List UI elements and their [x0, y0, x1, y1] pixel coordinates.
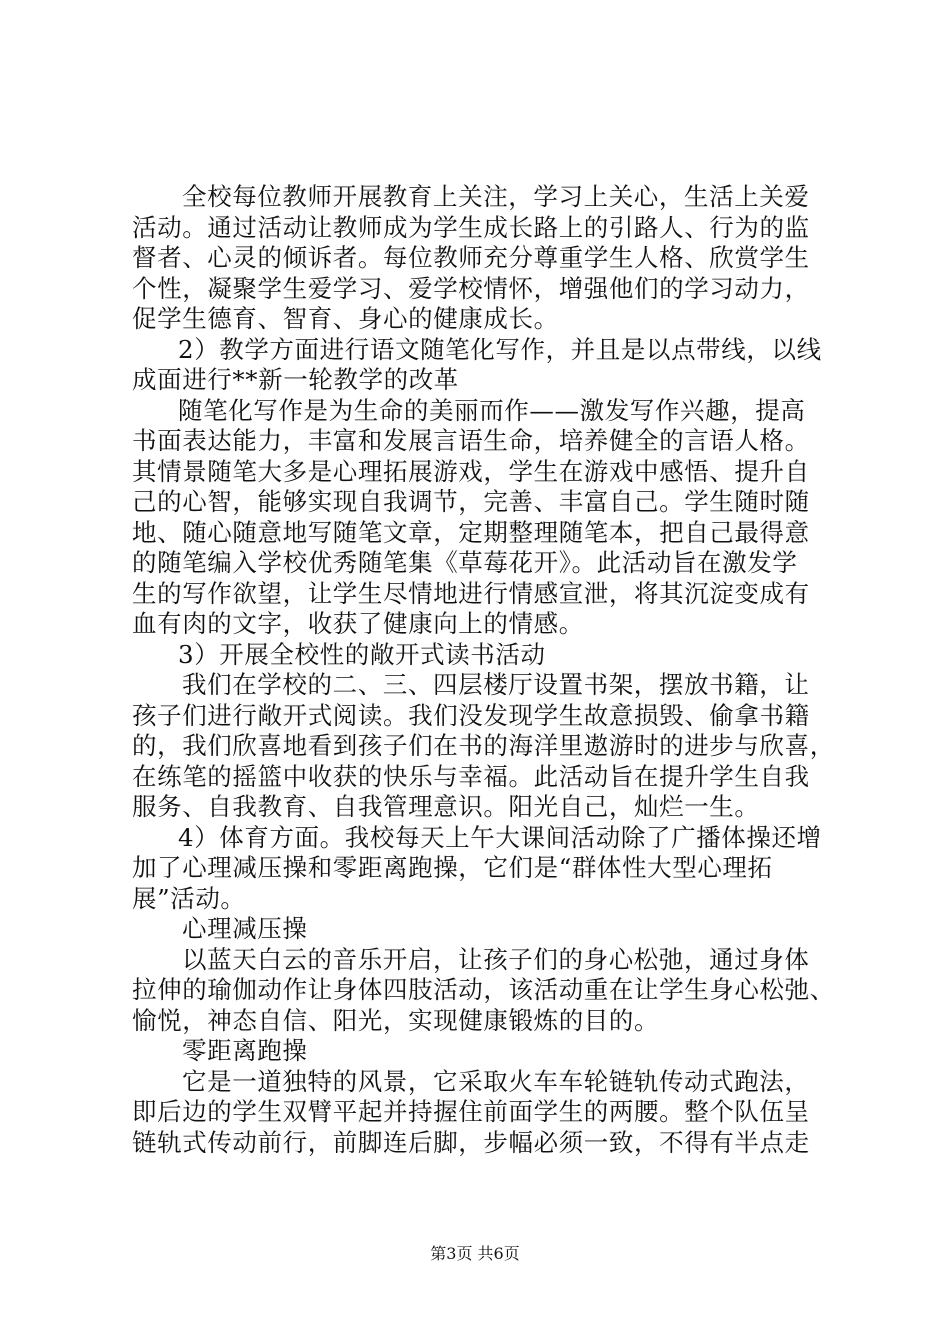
- text-line: 服务、自我教育、自我管理意识。阳光自己，灿烂一生。: [132, 792, 760, 821]
- text-line: 我们在学校的二、三、四层楼厅设置书架，摆放书籍，让: [182, 670, 810, 699]
- text-line: 随笔化写作是为生命的美丽而作——激发写作兴趣，提高: [178, 395, 806, 425]
- text-line: 它是一道独特的风景，它采取火车车轮链轨传动式跑法，: [182, 1066, 810, 1096]
- text-line: 链轨式传动前行，前脚连后脚，步幅必须一致，不得有半点走: [132, 1127, 810, 1157]
- text-line: 全校每位教师开展教育上关注，学习上关心，生活上关爱: [182, 182, 810, 211]
- text-line: 己的心智，能够实现自我调节，完善、丰富自己。学生随时随: [132, 487, 810, 516]
- text-line: 愉悦，神态自信、阳光，实现健康锻炼的目的。: [132, 1005, 660, 1035]
- text-line: 督者、心灵的倾诉者。每位教师充分尊重学生人格、欣赏学生: [132, 243, 810, 272]
- text-line: 零距离跑操: [182, 1036, 308, 1065]
- text-line: 拉伸的瑜伽动作让身体四肢活动，该活动重在让学生身心松弛、: [132, 975, 835, 1004]
- text-line: 生的写作欲望，让学生尽情地进行情感宣泄，将其沉淀变成有: [132, 578, 810, 608]
- text-line: 在练笔的摇篮中收获的快乐与幸福。此活动旨在提升学生自我: [132, 761, 810, 791]
- text-line: 孩子们进行敞开式阅读。我们没发现学生故意损毁、偷拿书籍: [132, 700, 810, 730]
- text-line: 加了心理减压操和零距离跑操，它们是“群体性大型心理拓: [132, 853, 773, 882]
- text-line: 的，我们欣喜地看到孩子们在书的海洋里遨游时的进步与欣喜，: [132, 731, 835, 760]
- text-line: 地、随心随意地写随笔文章，定期整理随笔本，把自己最得意: [132, 517, 810, 547]
- text-line: 个性，凝聚学生爱学习、爱学校情怀，增强他们的学习动力，: [132, 273, 810, 303]
- text-line: 展”活动。: [132, 883, 246, 913]
- text-line: 即后边的学生双臂平起并持握住前面学生的两腰。整个队伍呈: [132, 1097, 810, 1126]
- text-line: 3）开展全校性的敞开式读书活动: [178, 639, 546, 669]
- text-line: 促学生德育、智育、身心的健康成长。: [132, 304, 559, 333]
- text-line: 其情景随笔大多是心理拓展游戏，学生在游戏中感悟、提升自: [132, 456, 810, 486]
- text-line: 以蓝天白云的音乐开启，让孩子们的身心松弛，通过身体: [182, 944, 810, 974]
- text-line: 血有肉的文字，收获了健康向上的情感。: [132, 609, 584, 638]
- text-line: 4）体育方面。我校每天上午大课间活动除了广播体操还增: [178, 822, 822, 852]
- text-line: 2）教学方面进行语文随笔化写作，并且是以点带线，以线: [178, 334, 822, 364]
- page-footer: 第3页 共6页: [430, 1244, 520, 1263]
- text-line: 活动。通过活动让教师成为学生成长路上的引路人、行为的监: [132, 212, 810, 242]
- document-body: [132, 182, 835, 1158]
- text-line: 的随笔编入学校优秀随笔集《草莓花开》。此活动旨在激发学: [132, 548, 798, 577]
- text-line: 书面表达能力，丰富和发展言语生命，培养健全的言语人格。: [132, 426, 810, 455]
- text-line: 成面进行**新一轮教学的改革: [132, 365, 459, 394]
- text-line: 心理减压操: [182, 914, 308, 943]
